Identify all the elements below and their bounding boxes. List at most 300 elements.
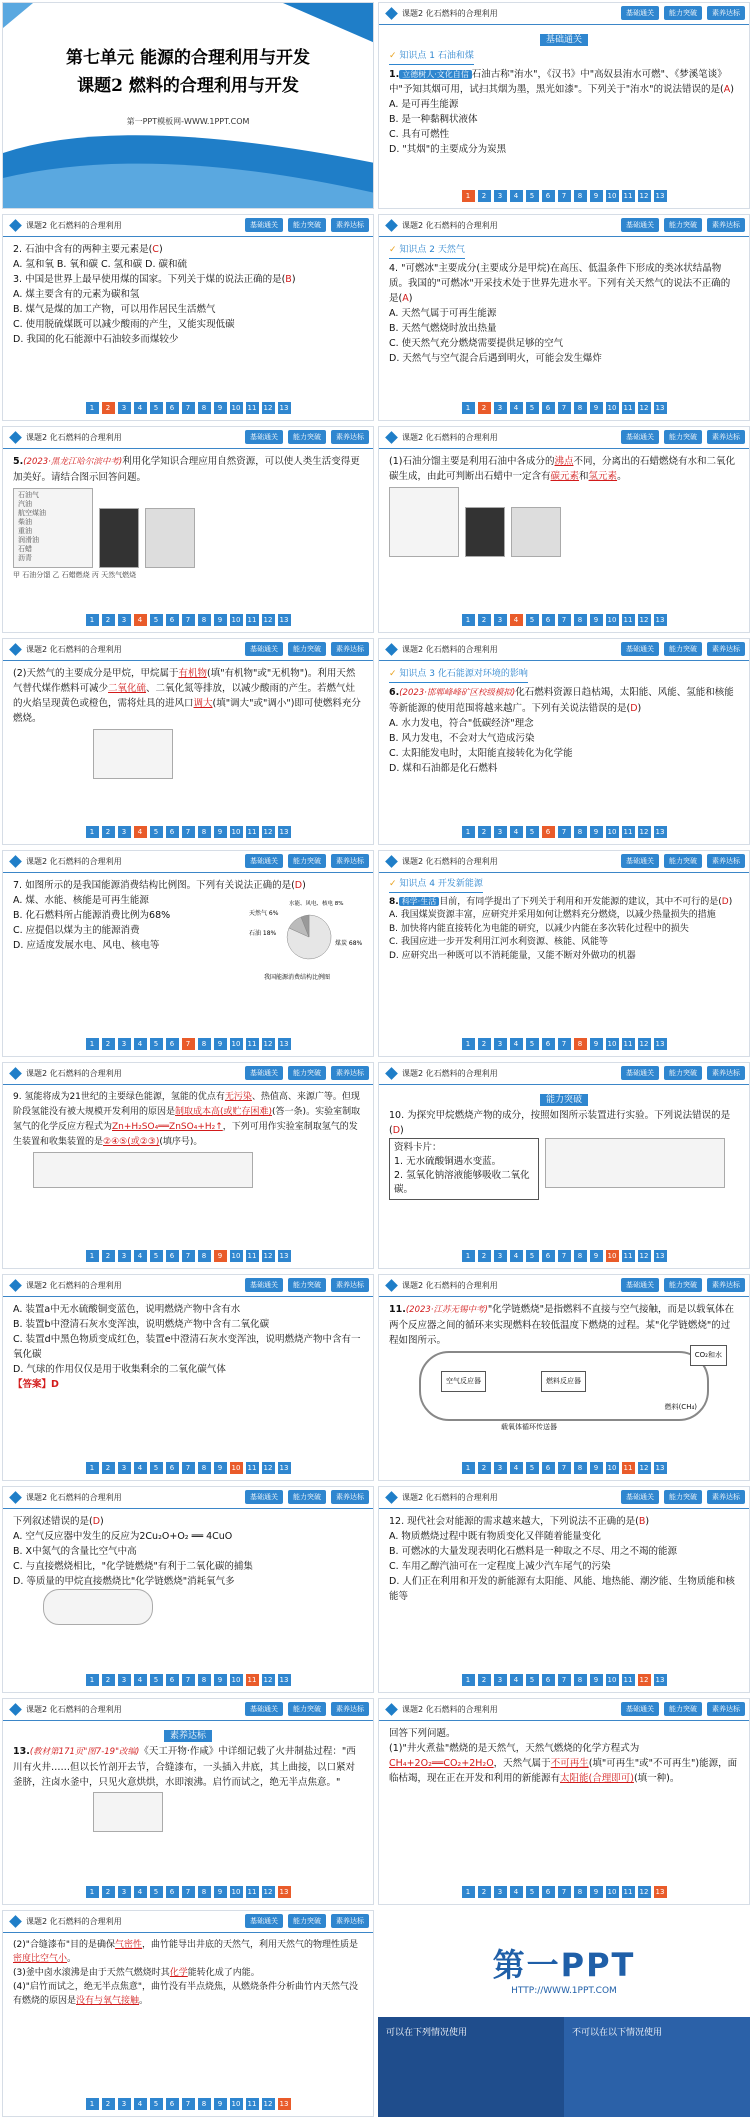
- page-2[interactable]: 2: [102, 826, 115, 838]
- slide-17: [2, 1698, 374, 1905]
- page-3[interactable]: 3: [118, 614, 131, 626]
- page-13[interactable]: 13: [654, 402, 667, 414]
- page-10[interactable]: 10: [230, 1674, 243, 1686]
- page-11[interactable]: 11: [246, 2098, 259, 2110]
- page-11[interactable]: 11: [246, 826, 259, 838]
- page-5[interactable]: 5: [150, 2098, 163, 2110]
- course-title: 课题2 化石燃料的合理利用: [26, 221, 122, 230]
- page-6[interactable]: 6: [166, 1250, 179, 1262]
- page-2[interactable]: 2: [478, 1250, 491, 1262]
- nav-literacy-button[interactable]: 素养达标: [707, 854, 745, 868]
- page-8[interactable]: 8: [198, 1250, 211, 1262]
- page-2[interactable]: 2: [102, 1674, 115, 1686]
- page-10[interactable]: 10: [606, 1250, 619, 1262]
- nav-basic-button[interactable]: 基础通关: [621, 1702, 659, 1716]
- page-12[interactable]: 12: [638, 1886, 651, 1898]
- page-12[interactable]: 12: [638, 190, 651, 202]
- page-2[interactable]: 2: [102, 1462, 115, 1474]
- page-2[interactable]: 2: [478, 1462, 491, 1474]
- page-3[interactable]: 3: [118, 2098, 131, 2110]
- page-1[interactable]: 1: [462, 1674, 475, 1686]
- page-8[interactable]: 8: [574, 1250, 587, 1262]
- page-13[interactable]: 13: [278, 1250, 291, 1262]
- page-3[interactable]: 3: [118, 1674, 131, 1686]
- page-11[interactable]: 11: [622, 190, 635, 202]
- page-4[interactable]: 4: [134, 1886, 147, 1898]
- page-7[interactable]: 7: [182, 1038, 195, 1050]
- page-11[interactable]: 11: [246, 1886, 259, 1898]
- nav-basic-button[interactable]: 基础通关: [245, 1278, 283, 1292]
- page-1[interactable]: 1: [86, 402, 99, 414]
- page-2[interactable]: 2: [102, 1886, 115, 1898]
- nav-ability-button[interactable]: 能力突破: [288, 1066, 326, 1080]
- page-8[interactable]: 8: [198, 1674, 211, 1686]
- page-6[interactable]: 6: [166, 614, 179, 626]
- page-2[interactable]: 2: [478, 1038, 491, 1050]
- promo-url[interactable]: HTTP://WWW.1PPT.COM: [511, 1986, 617, 1996]
- page-3[interactable]: 3: [118, 1038, 131, 1050]
- page-7[interactable]: 7: [558, 1250, 571, 1262]
- page-11[interactable]: 11: [246, 1250, 259, 1262]
- page-11[interactable]: 11: [622, 826, 635, 838]
- slide-13: [2, 1274, 374, 1481]
- page-7[interactable]: 7: [182, 826, 195, 838]
- page-10[interactable]: 10: [230, 1886, 243, 1898]
- page-1[interactable]: 1: [86, 614, 99, 626]
- nav-basic-button[interactable]: 基础通关: [621, 854, 659, 868]
- nav-literacy-button[interactable]: 素养达标: [331, 1278, 369, 1292]
- page-4[interactable]: 4: [134, 1674, 147, 1686]
- page-1[interactable]: 1: [86, 1886, 99, 1898]
- page-4[interactable]: 4: [510, 402, 523, 414]
- nav-ability-button[interactable]: 能力突破: [664, 1066, 702, 1080]
- page-5[interactable]: 5: [150, 1038, 163, 1050]
- page-10[interactable]: 10: [606, 190, 619, 202]
- page-4[interactable]: 4: [134, 1038, 147, 1050]
- page-6[interactable]: 6: [542, 402, 555, 414]
- page-5[interactable]: 5: [526, 826, 539, 838]
- page-4[interactable]: 4: [510, 614, 523, 626]
- page-12[interactable]: 12: [638, 1462, 651, 1474]
- page-12[interactable]: 12: [262, 1038, 275, 1050]
- page-6[interactable]: 6: [542, 1886, 555, 1898]
- page-2[interactable]: 2: [478, 614, 491, 626]
- page-11[interactable]: 11: [622, 1462, 635, 1474]
- page-4[interactable]: 4: [134, 1462, 147, 1474]
- nav-literacy-button[interactable]: 素养达标: [331, 1066, 369, 1080]
- page-13[interactable]: 13: [278, 1674, 291, 1686]
- page-9[interactable]: 9: [214, 402, 227, 414]
- page-11[interactable]: 11: [246, 614, 259, 626]
- page-4[interactable]: 4: [510, 1674, 523, 1686]
- page-7[interactable]: 7: [558, 1886, 571, 1898]
- page-6[interactable]: 6: [166, 1674, 179, 1686]
- page-6[interactable]: 6: [542, 1462, 555, 1474]
- nav-literacy-button[interactable]: 素养达标: [707, 6, 745, 20]
- nav-literacy-button[interactable]: 素养达标: [331, 1490, 369, 1504]
- page-3[interactable]: 3: [118, 826, 131, 838]
- page-6[interactable]: 6: [166, 402, 179, 414]
- nav-basic-button[interactable]: 基础通关: [245, 1702, 283, 1716]
- page-2[interactable]: 2: [102, 1038, 115, 1050]
- page-9[interactable]: 9: [590, 402, 603, 414]
- page-8[interactable]: 8: [574, 1038, 587, 1050]
- page-8[interactable]: 8: [198, 614, 211, 626]
- page-8[interactable]: 8: [574, 1886, 587, 1898]
- nav-literacy-button[interactable]: 素养达标: [331, 1702, 369, 1716]
- page-7[interactable]: 7: [558, 402, 571, 414]
- page-7[interactable]: 7: [558, 826, 571, 838]
- page-6[interactable]: 6: [542, 1250, 555, 1262]
- page-10[interactable]: 10: [606, 1674, 619, 1686]
- page-3[interactable]: 3: [494, 1674, 507, 1686]
- nav-literacy-button[interactable]: 素养达标: [707, 218, 745, 232]
- nav-literacy-button[interactable]: 素养达标: [331, 430, 369, 444]
- page-7[interactable]: 7: [558, 1038, 571, 1050]
- page-12[interactable]: 12: [262, 1886, 275, 1898]
- nav-literacy-button[interactable]: 素养达标: [331, 1914, 369, 1928]
- nav-basic-button[interactable]: 基础通关: [621, 430, 659, 444]
- page-10[interactable]: 10: [606, 1462, 619, 1474]
- nav-ability-button[interactable]: 能力突破: [288, 642, 326, 656]
- question-13: 13.(教材第171页"图7-19"改编)《天工开物·作咸》中详细记载了火井制盐过程："西川有火井……但以长竹剖开去节，合缝漆布，一头插入井底，其上曲接，以口紧对釜脐，注卤水釜中，只见火意烘烘，水即滚沸。启竹而试之，绝无半点焦意。": [13, 1746, 356, 1788]
- page-9[interactable]: 9: [590, 1462, 603, 1474]
- page-3[interactable]: 3: [494, 826, 507, 838]
- page-2[interactable]: 2: [102, 1250, 115, 1262]
- page-1[interactable]: 1: [462, 190, 475, 202]
- page-2[interactable]: 2: [478, 826, 491, 838]
- page-6[interactable]: 6: [542, 826, 555, 838]
- page-8[interactable]: 8: [198, 1462, 211, 1474]
- page-9[interactable]: 9: [214, 1250, 227, 1262]
- page-13[interactable]: 13: [278, 2098, 291, 2110]
- page-8[interactable]: 8: [198, 1886, 211, 1898]
- page-13[interactable]: 13: [278, 1886, 291, 1898]
- page-2[interactable]: 2: [102, 402, 115, 414]
- page-5[interactable]: 5: [526, 1886, 539, 1898]
- page-3[interactable]: 3: [494, 1250, 507, 1262]
- page-1[interactable]: 1: [86, 1250, 99, 1262]
- page-12[interactable]: 12: [638, 1250, 651, 1262]
- page-10[interactable]: 10: [230, 614, 243, 626]
- page-8[interactable]: 8: [198, 2098, 211, 2110]
- page-1[interactable]: 1: [462, 614, 475, 626]
- page-7[interactable]: 7: [182, 614, 195, 626]
- nav-ability-button[interactable]: 能力突破: [664, 854, 702, 868]
- page-5[interactable]: 5: [150, 1886, 163, 1898]
- page-13[interactable]: 13: [278, 402, 291, 414]
- question-2: 2. 石油中含有的两种主要元素是(C): [13, 244, 163, 255]
- page-2[interactable]: 2: [478, 1674, 491, 1686]
- page-3[interactable]: 3: [494, 402, 507, 414]
- page-11[interactable]: 11: [622, 1250, 635, 1262]
- page-8[interactable]: 8: [198, 1038, 211, 1050]
- page-12[interactable]: 12: [262, 614, 275, 626]
- page-12[interactable]: 12: [262, 1462, 275, 1474]
- page-6[interactable]: 6: [166, 1462, 179, 1474]
- page-5[interactable]: 5: [150, 1250, 163, 1262]
- nav-basic-button[interactable]: 基础通关: [245, 1066, 283, 1080]
- page-12[interactable]: 12: [638, 614, 651, 626]
- page-11[interactable]: 11: [246, 1462, 259, 1474]
- question-6: 6.(2023·邯郸峰峰矿区校级模拟)化石燃料资源日趋枯竭，太阳能、风能、氢能和核能等新能源的使用范围将越来越广。下列有关说法错误的是(D): [389, 687, 734, 714]
- page-9[interactable]: 9: [214, 1886, 227, 1898]
- page-10[interactable]: 10: [606, 826, 619, 838]
- page-8[interactable]: 8: [574, 614, 587, 626]
- nav-literacy-button[interactable]: 素养达标: [331, 218, 369, 232]
- page-5[interactable]: 5: [150, 1462, 163, 1474]
- page-1[interactable]: 1: [86, 1038, 99, 1050]
- page-5[interactable]: 5: [150, 1674, 163, 1686]
- pager: [3, 614, 373, 626]
- page-3[interactable]: 3: [494, 1038, 507, 1050]
- nav-ability-button[interactable]: 能力突破: [288, 1702, 326, 1716]
- nav-ability-button[interactable]: 能力突破: [664, 642, 702, 656]
- nav-basic-button[interactable]: 基础通关: [245, 430, 283, 444]
- page-5[interactable]: 5: [526, 1674, 539, 1686]
- page-4[interactable]: 4: [134, 2098, 147, 2110]
- nav-ability-button[interactable]: 能力突破: [288, 430, 326, 444]
- page-3[interactable]: 3: [494, 190, 507, 202]
- page-11[interactable]: 11: [622, 1886, 635, 1898]
- page-10[interactable]: 10: [606, 1038, 619, 1050]
- nav-basic-button[interactable]: 基础通关: [621, 642, 659, 656]
- page-4[interactable]: 4: [134, 826, 147, 838]
- page-10[interactable]: 10: [230, 1038, 243, 1050]
- page-11[interactable]: 11: [622, 614, 635, 626]
- page-9[interactable]: 9: [590, 1674, 603, 1686]
- nav-ability-button[interactable]: 能力突破: [288, 1490, 326, 1504]
- page-1[interactable]: 1: [86, 1674, 99, 1686]
- nav-ability-button[interactable]: 能力突破: [664, 6, 702, 20]
- nav-basic-button[interactable]: 基础通关: [245, 1914, 283, 1928]
- page-2[interactable]: 2: [478, 402, 491, 414]
- page-9[interactable]: 9: [214, 2098, 227, 2110]
- nav-literacy-button[interactable]: 素养达标: [707, 430, 745, 444]
- page-3[interactable]: 3: [118, 1250, 131, 1262]
- page-13[interactable]: 13: [278, 826, 291, 838]
- page-4[interactable]: 4: [134, 614, 147, 626]
- nav-basic-button[interactable]: 基础通关: [245, 218, 283, 232]
- page-4[interactable]: 4: [510, 190, 523, 202]
- page-12[interactable]: 12: [262, 402, 275, 414]
- page-9[interactable]: 9: [214, 614, 227, 626]
- page-8[interactable]: 8: [574, 190, 587, 202]
- nav-literacy-button[interactable]: 素养达标: [707, 642, 745, 656]
- page-10[interactable]: 10: [230, 1250, 243, 1262]
- page-12[interactable]: 12: [262, 826, 275, 838]
- nav-ability-button[interactable]: 能力突破: [288, 1914, 326, 1928]
- page-1[interactable]: 1: [462, 826, 475, 838]
- course-title: 课题2 化石燃料的合理利用: [26, 1493, 122, 1502]
- page-13[interactable]: 13: [654, 1886, 667, 1898]
- page-9[interactable]: 9: [214, 1462, 227, 1474]
- page-9[interactable]: 9: [590, 614, 603, 626]
- page-12[interactable]: 12: [262, 1250, 275, 1262]
- nav-basic-button[interactable]: 基础通关: [245, 642, 283, 656]
- page-7[interactable]: 7: [182, 402, 195, 414]
- page-13[interactable]: 13: [278, 1038, 291, 1050]
- page-11[interactable]: 11: [246, 402, 259, 414]
- page-13[interactable]: 13: [654, 190, 667, 202]
- page-12[interactable]: 12: [638, 402, 651, 414]
- nav-ability-button[interactable]: 能力突破: [664, 1278, 702, 1292]
- nav-ability-button[interactable]: 能力突破: [288, 1278, 326, 1292]
- page-2[interactable]: 2: [102, 614, 115, 626]
- option-d: D. 应适度发展水电、风电、核电等: [13, 940, 160, 951]
- page-10[interactable]: 10: [606, 1886, 619, 1898]
- page-5[interactable]: 5: [526, 402, 539, 414]
- page-1[interactable]: 1: [462, 1886, 475, 1898]
- page-6[interactable]: 6: [542, 1674, 555, 1686]
- page-12[interactable]: 12: [262, 1674, 275, 1686]
- nav-literacy-button[interactable]: 素养达标: [707, 1066, 745, 1080]
- page-13[interactable]: 13: [278, 614, 291, 626]
- nav-literacy-button[interactable]: 素养达标: [707, 1702, 745, 1716]
- page-5[interactable]: 5: [526, 1038, 539, 1050]
- page-13[interactable]: 13: [654, 1674, 667, 1686]
- page-10[interactable]: 10: [606, 402, 619, 414]
- page-9[interactable]: 9: [590, 1250, 603, 1262]
- page-13[interactable]: 13: [654, 614, 667, 626]
- page-5[interactable]: 5: [526, 190, 539, 202]
- page-9[interactable]: 9: [590, 190, 603, 202]
- page-9[interactable]: 9: [214, 1038, 227, 1050]
- nav-ability-button[interactable]: 能力突破: [664, 430, 702, 444]
- nav-literacy-button[interactable]: 素养达标: [707, 1278, 745, 1292]
- page-2[interactable]: 2: [102, 2098, 115, 2110]
- page-1[interactable]: 1: [462, 1250, 475, 1262]
- page-6[interactable]: 6: [166, 1038, 179, 1050]
- page-9[interactable]: 9: [590, 1886, 603, 1898]
- page-1[interactable]: 1: [86, 826, 99, 838]
- page-9[interactable]: 9: [590, 826, 603, 838]
- slide-header: [3, 1699, 373, 1721]
- page-5[interactable]: 5: [150, 614, 163, 626]
- nav-literacy-button[interactable]: 素养达标: [707, 1490, 745, 1504]
- nav-basic-button[interactable]: 基础通关: [621, 1490, 659, 1504]
- page-4[interactable]: 4: [510, 826, 523, 838]
- option-d: D. "其烟"的主要成分为炭黑: [389, 144, 507, 155]
- page-5[interactable]: 5: [150, 402, 163, 414]
- page-4[interactable]: 4: [510, 1886, 523, 1898]
- page-3[interactable]: 3: [494, 1462, 507, 1474]
- page-8[interactable]: 8: [574, 402, 587, 414]
- page-3[interactable]: 3: [118, 402, 131, 414]
- page-12[interactable]: 12: [638, 1038, 651, 1050]
- page-9[interactable]: 9: [590, 1038, 603, 1050]
- page-2[interactable]: 2: [478, 190, 491, 202]
- page-8[interactable]: 8: [198, 826, 211, 838]
- nav-ability-button[interactable]: 能力突破: [664, 1702, 702, 1716]
- nav-basic-button[interactable]: 基础通关: [621, 218, 659, 232]
- nav-ability-button[interactable]: 能力突破: [664, 218, 702, 232]
- page-12[interactable]: 12: [638, 826, 651, 838]
- page-4[interactable]: 4: [510, 1038, 523, 1050]
- page-3[interactable]: 3: [494, 614, 507, 626]
- page-1[interactable]: 1: [462, 1462, 475, 1474]
- page-9[interactable]: 9: [214, 826, 227, 838]
- page-12[interactable]: 12: [638, 1674, 651, 1686]
- page-13[interactable]: 13: [654, 1250, 667, 1262]
- nav-basic-button[interactable]: 基础通关: [245, 854, 283, 868]
- page-7[interactable]: 7: [182, 1674, 195, 1686]
- page-5[interactable]: 5: [526, 1462, 539, 1474]
- page-3[interactable]: 3: [494, 1886, 507, 1898]
- page-13[interactable]: 13: [654, 826, 667, 838]
- page-8[interactable]: 8: [574, 826, 587, 838]
- page-4[interactable]: 4: [134, 1250, 147, 1262]
- page-1[interactable]: 1: [462, 402, 475, 414]
- nav-basic-button[interactable]: 基础通关: [245, 1490, 283, 1504]
- page-8[interactable]: 8: [574, 1674, 587, 1686]
- nav-ability-button[interactable]: 能力突破: [664, 1490, 702, 1504]
- nav-basic-button[interactable]: 基础通关: [621, 6, 659, 20]
- page-7[interactable]: 7: [182, 1886, 195, 1898]
- nav-literacy-button[interactable]: 素养达标: [331, 642, 369, 656]
- page-5[interactable]: 5: [150, 826, 163, 838]
- page-7[interactable]: 7: [182, 2098, 195, 2110]
- page-5[interactable]: 5: [526, 614, 539, 626]
- nav-basic-button[interactable]: 基础通关: [621, 1066, 659, 1080]
- page-7[interactable]: 7: [558, 614, 571, 626]
- page-6[interactable]: 6: [166, 1886, 179, 1898]
- page-13[interactable]: 13: [654, 1038, 667, 1050]
- page-8[interactable]: 8: [198, 402, 211, 414]
- page-4[interactable]: 4: [134, 402, 147, 414]
- page-11[interactable]: 11: [622, 1674, 635, 1686]
- page-13[interactable]: 13: [278, 1462, 291, 1474]
- page-1[interactable]: 1: [86, 1462, 99, 1474]
- page-11[interactable]: 11: [622, 1038, 635, 1050]
- page-10[interactable]: 10: [230, 2098, 243, 2110]
- page-6[interactable]: 6: [542, 190, 555, 202]
- page-5[interactable]: 5: [526, 1250, 539, 1262]
- page-7[interactable]: 7: [182, 1250, 195, 1262]
- page-7[interactable]: 7: [558, 190, 571, 202]
- nav-ability-button[interactable]: 能力突破: [288, 218, 326, 232]
- page-11[interactable]: 11: [246, 1038, 259, 1050]
- page-6[interactable]: 6: [542, 1038, 555, 1050]
- page-6[interactable]: 6: [166, 826, 179, 838]
- page-9[interactable]: 9: [214, 1674, 227, 1686]
- page-13[interactable]: 13: [654, 1462, 667, 1474]
- page-8[interactable]: 8: [574, 1462, 587, 1474]
- page-10[interactable]: 10: [606, 614, 619, 626]
- page-4[interactable]: 4: [510, 1250, 523, 1262]
- page-6[interactable]: 6: [542, 614, 555, 626]
- page-10[interactable]: 10: [230, 826, 243, 838]
- page-10[interactable]: 10: [230, 402, 243, 414]
- page-1[interactable]: 1: [86, 2098, 99, 2110]
- page-7[interactable]: 7: [182, 1462, 195, 1474]
- page-1[interactable]: 1: [462, 1038, 475, 1050]
- page-11[interactable]: 11: [246, 1674, 259, 1686]
- page-2[interactable]: 2: [478, 1886, 491, 1898]
- nav-literacy-button[interactable]: 素养达标: [331, 854, 369, 868]
- page-10[interactable]: 10: [230, 1462, 243, 1474]
- nav-ability-button[interactable]: 能力突破: [288, 854, 326, 868]
- nav-basic-button[interactable]: 基础通关: [621, 1278, 659, 1292]
- page-7[interactable]: 7: [558, 1462, 571, 1474]
- page-12[interactable]: 12: [262, 2098, 275, 2110]
- page-6[interactable]: 6: [166, 2098, 179, 2110]
- page-3[interactable]: 3: [118, 1462, 131, 1474]
- page-3[interactable]: 3: [118, 1886, 131, 1898]
- page-4[interactable]: 4: [510, 1462, 523, 1474]
- page-11[interactable]: 11: [622, 402, 635, 414]
- page-7[interactable]: 7: [558, 1674, 571, 1686]
